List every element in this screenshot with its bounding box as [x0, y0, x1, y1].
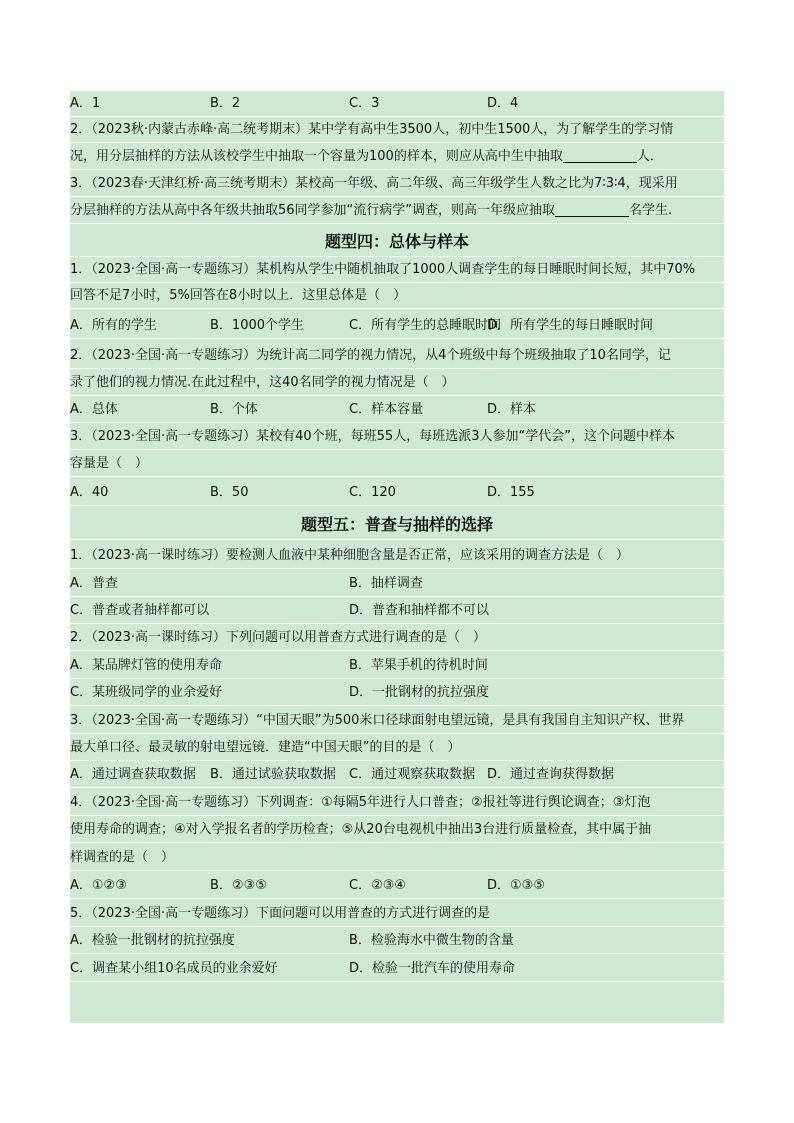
- options-row: [70, 397, 724, 423]
- question-text: 2．（2023·全国·高一专题练习）为统计高二同学的视力情况，从4个班级中每个班级抽取了10名同学，记: [70, 348, 671, 363]
- option-b: B．1000个学生: [210, 318, 305, 333]
- option-a: A．通过调查获取数据: [70, 767, 196, 782]
- question-text-line: [70, 198, 724, 224]
- option-b: D．普查和抽样都不可以: [349, 603, 490, 618]
- question-text-line: [70, 817, 724, 843]
- question-text-line: [70, 708, 724, 734]
- options-row: [70, 91, 724, 117]
- option-a: A．①②③: [70, 878, 127, 893]
- option-a: A．检验一批钢材的抗拉强度: [70, 933, 235, 948]
- option-a: A．所有的学生: [70, 318, 157, 333]
- options-row: [70, 598, 724, 624]
- question-text: 人．: [636, 149, 663, 164]
- question-text-line: [70, 424, 724, 450]
- question-text: 5．（2023·全国·高一专题练习）下面问题可以用普查的方式进行调查的是: [70, 906, 491, 921]
- question-text-line: [70, 790, 724, 816]
- options-row: [70, 653, 724, 679]
- option-a: C．某班级同学的业余爱好: [70, 685, 223, 700]
- option-a: A．1: [70, 96, 101, 111]
- question-text-line: [70, 845, 724, 871]
- question-text: 分层抽样的方法从高中各年级共抽取56同学参加“流行病学”调查，则高一年级应抽取: [70, 203, 556, 218]
- question-text-line: [70, 543, 724, 569]
- question-text: 容量是（ ）: [70, 456, 149, 471]
- options-row: [70, 480, 724, 506]
- option-c: C．通过观察获取数据: [349, 767, 476, 782]
- question-text-line: [70, 283, 724, 309]
- answer-blank: [563, 148, 637, 163]
- question-text-line: [70, 117, 724, 143]
- question-text-line: [70, 625, 724, 651]
- question-text: 名学生.: [629, 203, 673, 218]
- question-text: 况，用分层抽样的方法从该校学生中抽取一个容量为100的样本，则应从高中生中抽取: [70, 149, 563, 164]
- question-text-line: [70, 451, 724, 477]
- option-c: C．120: [349, 485, 396, 500]
- question-text: 2．（2023秋·内蒙古赤峰·高二统考期末）某中学有高中生3500人，初中生1500人，为了解学生的学习情: [70, 122, 674, 137]
- option-a: A．某品牌灯管的使用寿命: [70, 658, 222, 673]
- question-text-line: [70, 144, 724, 170]
- question-text: 3．（2023·全国·高一专题练习）某校有40个班，每班55人，每班选派3人参加“学代会”，这个问题中样本: [70, 429, 675, 444]
- question-text: 3．（2023·全国·高一专题练习）“中国天眼”为500米口径球面射电望远镜，是具有我国自主知识产权、世界: [70, 713, 685, 728]
- question-text: 回答不足7小时，5%回答在8小时以上．这里总体是（ ）: [70, 288, 407, 303]
- option-a: C．调查某小组10名成员的业余爱好: [70, 961, 278, 976]
- option-b: B．50: [210, 485, 249, 500]
- option-d: D．4: [487, 96, 519, 111]
- options-row: [70, 313, 724, 339]
- question-text: 3．（2023春·天津红桥·高三统考期末）某校高一年级、高二年级、高三年级学生人数之比为7∶3∶4，现采用: [70, 176, 678, 191]
- options-row: [70, 873, 724, 899]
- question-text-line: [70, 901, 724, 927]
- option-b: B．抽样调查: [349, 576, 423, 591]
- question-text: 录了他们的视力情况.在此过程中，这40名同学的视力情况是（ ）: [70, 375, 455, 390]
- section-heading: 题型四：总体与样本: [70, 227, 724, 257]
- question-text-line: [70, 370, 724, 396]
- option-d: D．所有学生的每日睡眠时间: [487, 318, 654, 333]
- option-b: B．通过试验获取数据: [210, 767, 336, 782]
- options-row: [70, 762, 724, 788]
- option-a: A．总体: [70, 402, 118, 417]
- question-text: 使用寿命的调查；④对入学报名者的学历检查；⑤从20台电视机中抽出3台进行质量检查，其中属于抽: [70, 822, 652, 837]
- section-heading: 题型五：普查与抽样的选择: [70, 510, 724, 540]
- option-b: B．②③⑤: [210, 878, 267, 893]
- question-text-line: [70, 735, 724, 761]
- question-text-line: [70, 257, 724, 283]
- question-text: 2．（2023·高一课时练习）下列问题可以用普查方式进行调查的是（ ）: [70, 630, 486, 645]
- option-a: C．普查或者抽样都可以: [70, 603, 210, 618]
- option-d: D．通过查询获得数据: [487, 767, 615, 782]
- option-b: B．2: [210, 96, 241, 111]
- option-d: D．样本: [487, 402, 537, 417]
- option-b: B．检验海水中微生物的含量: [349, 933, 514, 948]
- option-c: C．②③④: [349, 878, 407, 893]
- options-row: [70, 928, 724, 954]
- question-text: 1．（2023·高一课时练习）要检测人血液中某种细胞含量是否正常，应该采用的调查方法是（ ）: [70, 548, 629, 563]
- option-d: D．①③⑤: [487, 878, 545, 893]
- question-text: 1．（2023·全国·高一专题练习）某机构从学生中随机抽取了1000人调查学生的每日睡眠时间长短，其中70%: [70, 262, 696, 277]
- question-text: 样调查的是（ ）: [70, 850, 175, 865]
- question-text: 4．（2023·全国·高一专题练习）下列调查：①每隔5年进行人口普查；②报社等进行舆论调查；③灯泡: [70, 795, 651, 810]
- option-a: A．40: [70, 485, 109, 500]
- option-b: B．苹果手机的待机时间: [349, 658, 488, 673]
- option-b: D．一批钢材的抗拉强度: [349, 685, 490, 700]
- question-text: 最大单口径、最灵敏的射电望远镜．建造“中国天眼”的目的是（ ）: [70, 740, 461, 755]
- options-row: [70, 571, 724, 597]
- answer-blank: [555, 202, 629, 217]
- options-row: [70, 680, 724, 706]
- option-b: B．个体: [210, 402, 258, 417]
- option-c: C．3: [349, 96, 380, 111]
- option-a: A．普查: [70, 576, 118, 591]
- question-text-line: [70, 343, 724, 369]
- option-c: C．样本容量: [349, 402, 424, 417]
- option-c: C．所有学生的总睡眠时间: [349, 318, 502, 333]
- question-text-line: [70, 171, 724, 197]
- option-d: D．155: [487, 485, 535, 500]
- options-row: [70, 956, 724, 982]
- option-b: D．检验一批汽车的使用寿命: [349, 961, 516, 976]
